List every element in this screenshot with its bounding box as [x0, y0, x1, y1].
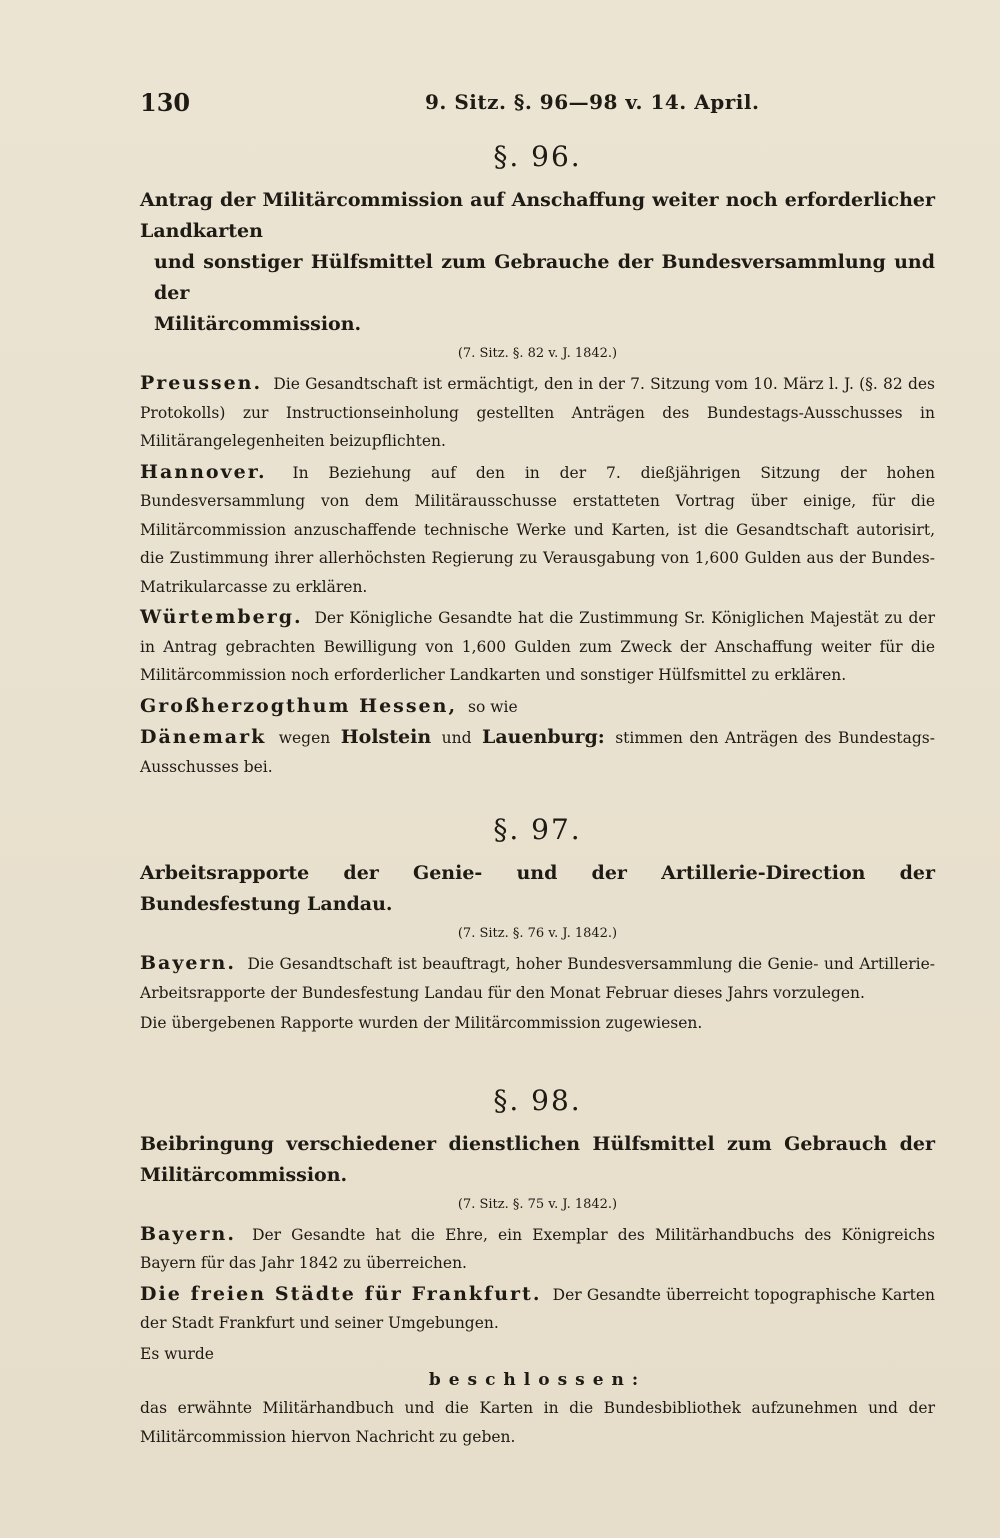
running-head: 9. Sitz. §. 96—98 v. 14. April. [425, 90, 760, 114]
page-header [140, 88, 940, 128]
section-97 [140, 813, 935, 1038]
state-name: Die freien Städte für Frankfurt. [140, 1282, 542, 1305]
state-name: Preussen. [140, 372, 263, 394]
paragraph [140, 1340, 935, 1369]
page-number: 130 [140, 88, 191, 117]
state-name: Holstein [340, 726, 432, 748]
paragraph-text: Die Gesandtschaft ist beauftragt, hoher Bundesversammlung die Genie- und Artillerie-Arbeitsrapporte der Bundesfestung Landau für den Monat Februar dieses Jahrs vorzulegen. [140, 955, 935, 1002]
citation: (7. Sitz. §. 75 v. J. 1842.) [457, 1196, 618, 1212]
paragraph-text: und [441, 729, 472, 747]
section-title [140, 858, 935, 920]
state-name: Lauenburg: [481, 726, 605, 748]
state-name: Großherzogthum Hessen, [140, 694, 458, 717]
state-name: Dänemark [140, 726, 267, 748]
paragraph-text: so wie [468, 697, 518, 716]
section-title-line: Beibringung verschiedener dienstlichen Hülfsmittel zum Gebrauch der Militärcommission. [140, 1132, 935, 1186]
paragraph [140, 1009, 935, 1038]
spacer [140, 783, 935, 813]
resolution-heading: beschlossen: [428, 1370, 647, 1390]
paragraph [140, 1220, 935, 1278]
paragraph [140, 458, 935, 602]
state-name: Bayern. [140, 1222, 236, 1245]
paragraph [140, 692, 935, 722]
paragraph [140, 369, 935, 456]
spacer [140, 1040, 935, 1084]
section-title [140, 1129, 935, 1191]
paragraph [140, 603, 935, 690]
section-title-line: Arbeitsrapporte der Genie- und der Artillerie-Direction der Bundesfestung Landau. [140, 862, 935, 915]
section-title-line: Militärcommission. [154, 313, 362, 335]
citation: (7. Sitz. §. 82 v. J. 1842.) [457, 346, 618, 361]
paragraph-text: In Beziehung auf den in der 7. dießjährigen Sitzung der hohen Bundesversammlung von dem Militärausschusse erstatteten Vortrag über einige, für die Militärcommission anzuschaffende technische Werke und Karten, ist die Gesandtschaft autorisirt, die Zustimmung ihrer allerhöchsten Regierung zu Verausgabung von 1,600 Gulden aus der Bundes-Matrikularcasse zu erklären. [140, 463, 935, 596]
paragraph-text: Die übergebenen Rapporte wurden der Militärcommission zugewiesen. [140, 1014, 703, 1032]
resolution-text: das erwähnte Militärhandbuch und die Karten in die Bundesbibliothek aufzunehmen und der Militärcommission hiervon Nachricht zu geben. [140, 1399, 935, 1446]
section-number: §. 96. [493, 140, 582, 173]
paragraph-text: Es wurde [140, 1344, 214, 1363]
section-number: §. 98. [493, 1083, 582, 1117]
paragraph-text: Die Gesandtschaft ist ermächtigt, den in der 7. Sitzung vom 10. März l. J. (§. 82 des Protokolls) zur Instructionseinholung gestellten Anträgen des Bundestags-Ausschusses in Militärangelegenheiten beizupflichten. [140, 375, 935, 450]
page-body [140, 140, 935, 1453]
paragraph [140, 723, 935, 781]
section-title-line: Antrag der Militärcommission auf Anschaffung weiter noch erforderlicher Landkarten [140, 189, 935, 242]
paragraph [140, 1280, 935, 1338]
section-title [140, 185, 935, 340]
paragraph-text: wegen [278, 729, 331, 747]
paragraph-text: Der Gesandte überreicht topographische Karten der Stadt Frankfurt und seiner Umgebungen. [140, 1285, 935, 1332]
citation: (7. Sitz. §. 76 v. J. 1842.) [457, 926, 618, 941]
paragraph-text: Der Königliche Gesandte hat die Zustimmung Sr. Königlichen Majestät zu der in Antrag gebrachten Bewilligung von 1,600 Gulden zum Zweck der Anschaffung weiter für die Militärcommission noch erforderlicher Landkarten und sonstiger Hülfsmittel zu erklären. [140, 609, 935, 684]
paragraph-text: Der Gesandte hat die Ehre, ein Exemplar des Militärhandbuchs des Königreichs Bayern für das Jahr 1842 zu überreichen. [140, 1225, 935, 1272]
section-96 [140, 140, 935, 781]
state-name: Hannover. [140, 460, 267, 483]
section-title-line: und sonstiger Hülfsmittel zum Gebrauche der Bundesversammlung und der [154, 251, 935, 304]
state-name: Bayern. [140, 952, 236, 974]
section-98 [140, 1084, 935, 1452]
paragraph [140, 949, 935, 1007]
paragraph-text: stimmen den Anträgen des Bundestags-Ausschusses bei. [140, 729, 935, 776]
state-name: Würtemberg. [140, 606, 303, 628]
section-number: §. 97. [493, 813, 582, 846]
